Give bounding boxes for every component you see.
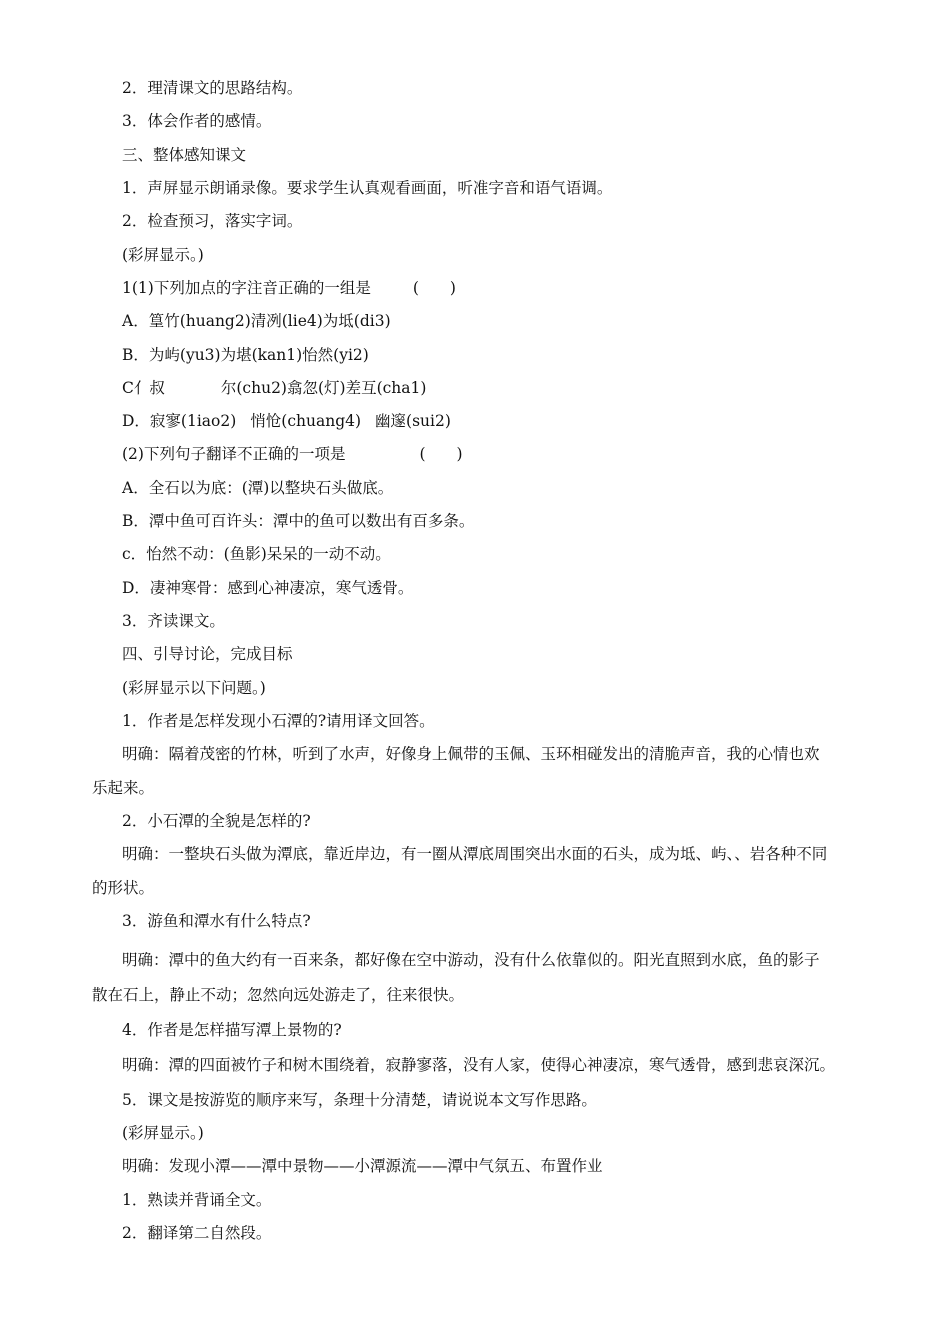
question-1-2 [122, 444, 463, 464]
screen-note: (彩屏显示以下问题。) [122, 679, 266, 697]
answer-blank: ( ) [412, 279, 456, 297]
option-c-prefix: C亻叔 [122, 379, 165, 397]
screen-note: (彩屏显示。) [122, 1124, 204, 1142]
discussion-q3: 3．游鱼和潭水有什么特点? [122, 912, 311, 930]
option-d-part-1: D．寂寥(1iao2) [122, 412, 237, 430]
option-d [122, 411, 451, 431]
question-text: 1(1)下列加点的字注音正确的一组是 [122, 279, 371, 297]
translation-a: A．全石以为底：(潭)以整块石头做底。 [122, 479, 394, 497]
answer-q1: 明确：隔着茂密的竹林，听到了水声，好像身上佩带的玉佩、玉环相碰发出的清脆声音，我的心情也欢 [122, 745, 820, 763]
answer-q1-cont: 乐起来。 [92, 779, 155, 797]
answer-q2: 明确：一整块石头做为潭底，靠近岸边，有一圈从潭底周围突出水面的石头，成为坻、屿、、岩各种不同 [122, 845, 828, 863]
homework-1: 1．熟读并背诵全文。 [122, 1191, 272, 1209]
option-a: A．篁竹(huang2)清冽(lie4)为坻(di3) [122, 312, 391, 330]
step-1: 1．声屏显示朗诵录像。要求学生认真观看画面，听准字音和语气语调。 [122, 179, 613, 197]
step-2: 2．检查预习，落实字词。 [122, 212, 303, 230]
question-1-1 [122, 278, 456, 298]
answer-q5: 明确：发现小潭——潭中景物——小潭源流——潭中气氛五、布置作业 [122, 1157, 603, 1175]
translation-b: B．潭中鱼可百许头：潭中的鱼可以数出有百多条。 [122, 512, 475, 530]
option-b: B．为屿(yu3)为堪(kan1)怡然(yi2) [122, 346, 369, 364]
option-d-part-2: 悄怆(chuang4) [250, 412, 362, 430]
answer-q3-cont: 散在石上，静止不动；忽然向远处游走了，往来很快。 [92, 986, 465, 1004]
question-text: (2)下列句子翻译不正确的一项是 [122, 445, 346, 463]
discussion-q4: 4．作者是怎样描写潭上景物的? [122, 1021, 342, 1039]
discussion-q5: 5．课文是按游览的顺序来写，条理十分清楚，请说说本文写作思路。 [122, 1091, 597, 1109]
section-heading-4: 四、引导讨论，完成目标 [122, 645, 293, 663]
answer-q3: 明确：潭中的鱼大约有一百来条，都好像在空中游动，没有什么依靠似的。阳光直照到水底，鱼的影子 [122, 951, 820, 969]
translation-d: D．凄神寒骨：感到心神凄凉，寒气透骨。 [122, 579, 414, 597]
screen-note: (彩屏显示。) [122, 246, 204, 264]
discussion-q2: 2．小石潭的全貌是怎样的? [122, 812, 311, 830]
answer-q4: 明确：潭的四面被竹子和树木围绕着，寂静寥落，没有人家，使得心神凄凉，寒气透骨，感到悲哀深沉。 [122, 1056, 836, 1074]
answer-q2-cont: 的形状。 [92, 879, 155, 897]
option-c [122, 378, 426, 398]
section-heading-3: 三、整体感知课文 [122, 146, 247, 164]
option-d-part-3: 幽邃(sui2) [375, 412, 451, 430]
homework-2: 2．翻译第二自然段。 [122, 1224, 272, 1242]
option-c-text: 尔(chu2)翕忽(灯)差互(cha1) [220, 379, 427, 397]
step-3: 3．齐读课文。 [122, 612, 225, 630]
discussion-q1: 1．作者是怎样发现小石潭的?请用译文回答。 [122, 712, 435, 730]
objective-2: 2．理清课文的思路结构。 [122, 79, 303, 97]
translation-c: c．怡然不动：(鱼影)呆呆的一动不动。 [122, 545, 391, 563]
answer-blank: ( ) [419, 445, 463, 463]
objective-3: 3．体会作者的感情。 [122, 112, 272, 130]
